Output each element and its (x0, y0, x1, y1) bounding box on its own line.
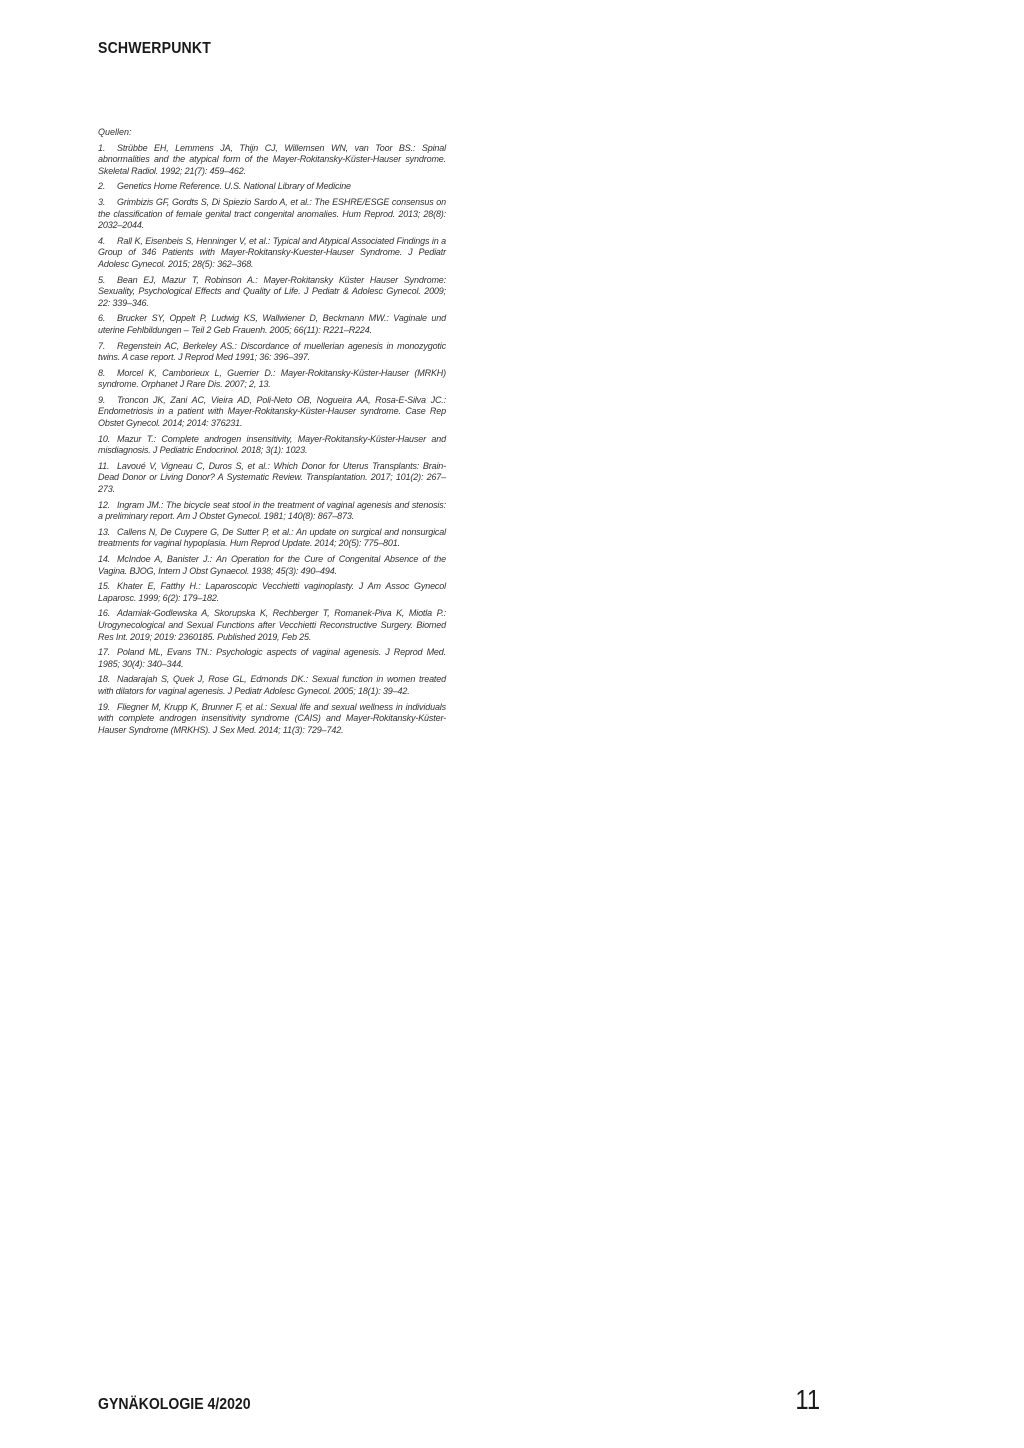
reference-text: Callens N, De Cuypere G, De Sutter P, et al.: An update on surgical and nonsurgical treatments for vaginal hypoplasia. Hum Reprod Update. 2014; 20(5): 775–801. (98, 526, 446, 549)
reference-item (98, 461, 446, 496)
reference-item (98, 554, 446, 577)
footer-journal-issue: GYNÄKOLOGIE 4/2020 (98, 1396, 251, 1413)
reference-text: Poland ML, Evans TN.: Psychologic aspects of vaginal agenesis. J Reprod Med. 1985; 30(4): 340–344. (98, 647, 446, 669)
reference-item (98, 395, 446, 430)
reference-number: 8. (98, 367, 106, 378)
reference-text: Troncon JK, Zani AC, Vieira AD, Poli-Neto OB, Nogueira AA, Rosa-E-Silva JC.: Endometriosis in a patient with Mayer-Rokitansky-Küster-Hauser syndrome. Case Rep Obstet Gynecol. 2014; 2014: 376231. (98, 394, 446, 429)
reference-number: 17. (98, 647, 111, 658)
reference-text: Rall K, Eisenbeis S, Henninger V, et al.: Typical and Atypical Associated Findings in a Group of 346 Patients with Mayer-Rokitansky-Kuester-Hauser Syndrome. J Pediatr Adolesc Gynecol. 2015; 28(5): 362–368. (98, 235, 446, 269)
reference-number: 3. (98, 196, 106, 207)
reference-number: 18. (98, 674, 111, 685)
reference-number: 5. (98, 274, 106, 285)
reference-text: Morcel K, Camborieux L, Guerrier D.: Mayer-Rokitansky-Küster-Hauser (MRKH) syndrome. Orphanet J Rare Dis. 2007; 2, 13. (98, 367, 446, 390)
reference-item (98, 143, 446, 178)
reference-number: 9. (98, 394, 106, 405)
reference-number: 19. (98, 701, 111, 712)
reference-text: Nadarajah S, Quek J, Rose GL, Edmonds DK.: Sexual function in women treated with dilators for vaginal agenesis. J Pediatr Adolesc Gynecol. 2005; 18(1): 39–42. (98, 674, 446, 696)
reference-text: Ingram JM.: The bicycle seat stool in the treatment of vaginal agenesis and stenosis: a preliminary report. Am J Obstet Gynecol. 1981; 140(8): 867–873. (98, 499, 446, 522)
reference-number: 10. (98, 433, 111, 444)
reference-text: McIndoe A, Banister J.: An Operation for the Cure of Congenital Absence of the Vagina. BJOG, Intern J Obst Gynaecol. 1938; 45(3): 490–494. (98, 554, 446, 576)
page-number: 11 (795, 1384, 820, 1415)
reference-text: Mazur T.: Complete androgen insensitivity, Mayer-Rokitansky-Küster-Hauser and misdiagnosis. J Pediatric Endocrinol. 2018; 3(1): 1023. (98, 433, 446, 456)
reference-item (98, 434, 446, 457)
reference-text: Adamiak-Godlewska A, Skorupska K, Rechberger T, Romanek-Piva K, Miotla P.: Urogynecological and Sexual Functions after Vecchietti Reconstructive Surgery. Biomed Res Int. 2019; 2019: 2360185. Published 2019, Feb 25. (98, 608, 446, 642)
reference-number: 11. (98, 460, 110, 471)
references-list (98, 127, 446, 740)
references-title: Quellen: (98, 127, 132, 137)
reference-item (98, 608, 446, 643)
reference-text: Fliegner M, Krupp K, Brunner F, et al.: Sexual life and sexual wellness in individuals with complete androgen insensitivity syndrome (CAIS) and Mayer-Rokitansky-Küster-Hauser Syndrome (MRKHS). J Sex Med. 2014; 11(3): 729–742. (98, 701, 446, 735)
reference-number: 15. (98, 581, 111, 592)
reference-text: Grimbizis GF, Gordts S, Di Spiezio Sardo A, et al.: The ESHRE/ESGE consensus on the classification of female genital tract congenital anomalies. Hum Reprod. 2013; 28(8): 2032–2044. (98, 196, 446, 231)
reference-item (98, 581, 446, 604)
reference-number: 14. (98, 554, 111, 564)
reference-item (98, 527, 446, 550)
reference-text: Genetics Home Reference. U.S. National Library of Medicine (117, 181, 351, 192)
reference-text: Strübbe EH, Lemmens JA, Thijn CJ, Willemsen WN, van Toor BS.: Spinal abnormalities and the atypical form of the Mayer-Rokitansky-Küster-Hauser syndrome. Skeletal Radiol. 1992; 21(7): 459–462. (98, 142, 446, 176)
reference-number: 7. (98, 340, 106, 351)
reference-item (98, 275, 446, 310)
reference-text: Khater E, Fatthy H.: Laparoscopic Vecchietti vaginoplasty. J Am Assoc Gynecol Laparosc. 1999; 6(2): 179–182. (98, 581, 446, 603)
reference-number: 4. (98, 235, 106, 246)
reference-number: 1. (98, 142, 106, 153)
reference-item (98, 313, 446, 336)
reference-number: 13. (98, 526, 111, 537)
reference-item (98, 236, 446, 271)
reference-item (98, 500, 446, 523)
reference-item (98, 197, 446, 232)
reference-item (98, 647, 446, 670)
reference-number: 16. (98, 608, 111, 619)
reference-item (98, 341, 446, 364)
reference-number: 2. (98, 181, 106, 192)
reference-text: Regenstein AC, Berkeley AS.: Discordance of muellerian agenesis in monozygotic twins. A case report. J Reprod Med 1991; 36: 396–397. (98, 340, 446, 363)
reference-item (98, 368, 446, 391)
reference-item (98, 674, 446, 697)
references-items (98, 143, 446, 737)
reference-number: 6. (98, 313, 106, 324)
reference-text: Lavoué V, Vigneau C, Duros S, et al.: Which Donor for Uterus Transplants: Brain-Dead Donor or Living Donor? A Systematic Review. Transplantation. 2017; 101(2): 267–273. (98, 460, 446, 495)
reference-number: 12. (98, 499, 111, 510)
reference-item (98, 181, 446, 193)
reference-item (98, 702, 446, 737)
section-header: SCHWERPUNKT (98, 40, 212, 57)
reference-text: Bean EJ, Mazur T, Robinson A.: Mayer-Rokitansky Küster Hauser Syndrome: Sexuality, Psychological Effects and Quality of Life. J Pediatr & Adolesc Gynecol. 2009; 22: 339–346. (98, 274, 446, 308)
reference-text: Brucker SY, Oppelt P, Ludwig KS, Wallwiener D, Beckmann MW.: Vaginale und uterine Fehlbildungen – Teil 2 Geb Frauenh. 2005; 66(11): R221–R224. (98, 313, 446, 335)
